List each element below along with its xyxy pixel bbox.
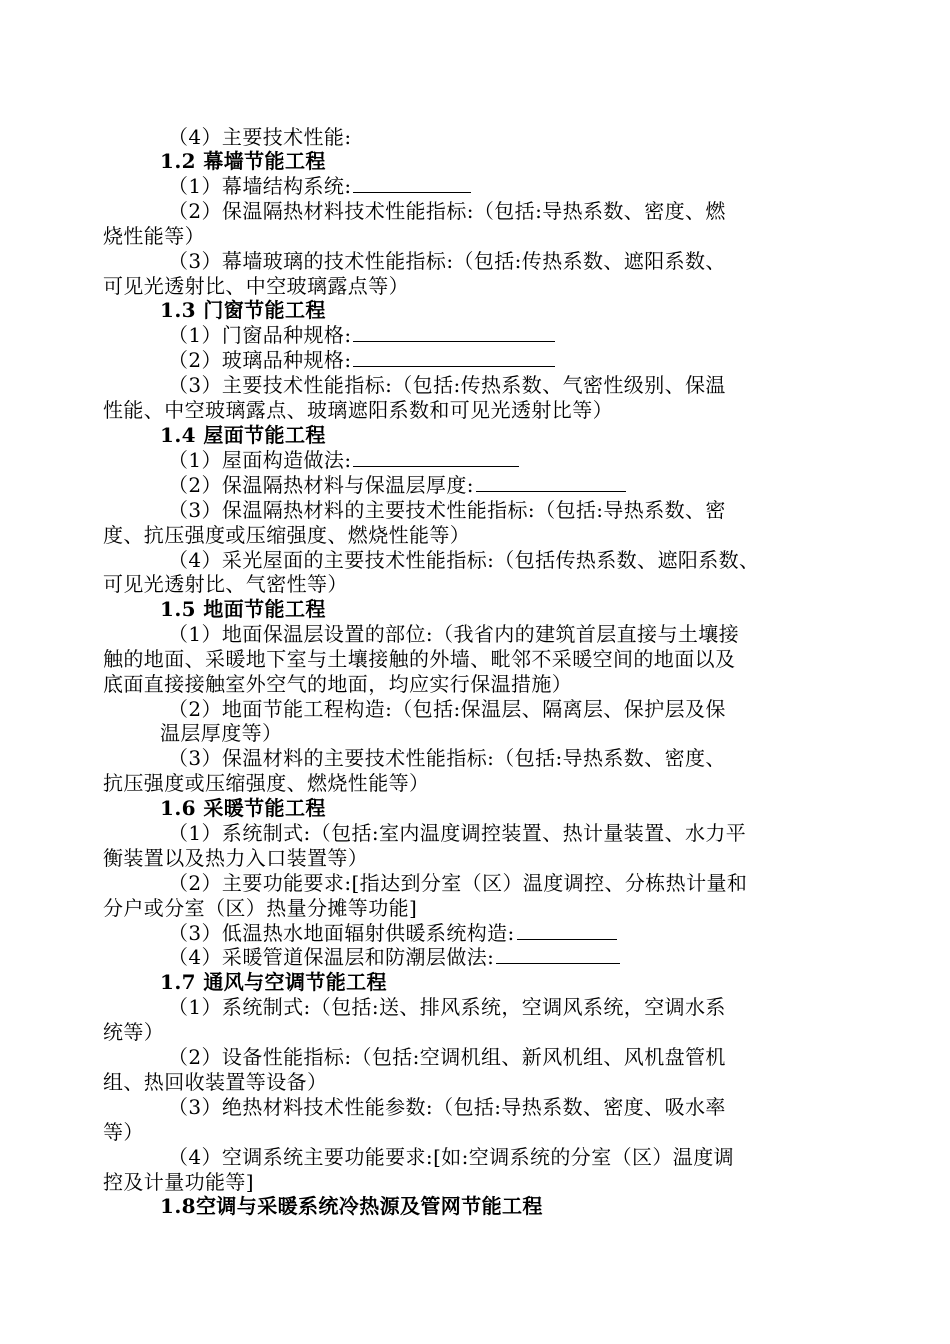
text-line: 分户或分室（区）热量分摊等功能] (103, 896, 418, 920)
text-line: （3）保温材料的主要技术性能指标:（包括:导热系数、密度、 (168, 746, 726, 770)
section-heading: 1.7 通风与空调节能工程 (160, 970, 387, 994)
text-line: （1）系统制式:（包括:送、排风系统，空调风系统，空调水系 (168, 995, 726, 1019)
text-line: 触的地面、采暖地下室与土壤接触的外墙、毗邻不采暖空间的地面以及 (103, 647, 736, 671)
text-line: （2）保温隔热材料与保温层厚度: (168, 473, 928, 498)
section-heading: 1.4 屋面节能工程 (160, 423, 326, 447)
text-line: 可见光透射比、中空玻璃露点等） (103, 274, 409, 298)
text-line: 可见光透射比、气密性等） (103, 572, 348, 596)
text-line: （3）低温热水地面辐射供暖系统构造: (168, 921, 928, 946)
section-heading: 1.3 门窗节能工程 (160, 298, 326, 322)
text-line: （4）主要技术性能: (168, 125, 352, 149)
fill-in-blank (353, 174, 471, 193)
text-line: （3）主要技术性能指标:（包括:传热系数、气密性级别、保温 (168, 373, 726, 397)
section-heading: 1.5 地面节能工程 (160, 597, 326, 621)
text-line: 控及计量功能等] (103, 1170, 255, 1194)
fill-in-blank (476, 473, 626, 492)
text-line: （2）保温隔热材料技术性能指标:（包括:导热系数、密度、燃 (168, 199, 726, 223)
text-line: 统等） (103, 1020, 165, 1044)
text-line: （2）地面节能工程构造:（包括:保温层、隔离层、保护层及保 (168, 697, 726, 721)
text-line: （1）门窗品种规格: (168, 323, 928, 348)
text-line: （1）屋面构造做法: (168, 448, 928, 473)
section-heading: 1.6 采暖节能工程 (160, 796, 326, 820)
text-line: （1）地面保温层设置的部位:（我省内的建筑首层直接与土壤接 (168, 622, 740, 646)
text-line: 衡装置以及热力入口装置等） (103, 846, 369, 870)
text-line: 抗压强度或压缩强度、燃烧性能等） (103, 771, 430, 795)
text-line: 温层厚度等） (160, 721, 283, 745)
text-line: 底面直接接触室外空气的地面，均应实行保温措施） (103, 672, 573, 696)
text-line: 等） (103, 1120, 144, 1144)
text-line: （2）玻璃品种规格: (168, 348, 928, 373)
text-line: （3）保温隔热材料的主要技术性能指标:（包括:导热系数、密 (168, 498, 726, 522)
fill-in-blank (353, 448, 519, 467)
text-line: （1）系统制式:（包括:室内温度调控装置、热计量装置、水力平 (168, 821, 747, 845)
text-line: （3）幕墙玻璃的技术性能指标:（包括:传热系数、遮阳系数、 (168, 249, 726, 273)
text-line: 度、抗压强度或压缩强度、燃烧性能等） (103, 523, 471, 547)
text-line: （4）采暖管道保温层和防潮层做法: (168, 945, 928, 970)
text-line: （4）空调系统主要功能要求:[如:空调系统的分室（区）温度调 (168, 1145, 735, 1169)
section-heading: 1.2 幕墙节能工程 (160, 149, 326, 173)
fill-in-blank (496, 945, 620, 964)
text-line: （3）绝热材料技术性能参数:（包括:导热系数、密度、吸水率 (168, 1095, 726, 1119)
text-line: 性能、中空玻璃露点、玻璃遮阳系数和可见光透射比等） (103, 398, 613, 422)
text-line: 烧性能等） (103, 224, 205, 248)
fill-in-blank (517, 921, 617, 940)
text-line: （4）采光屋面的主要技术性能指标:（包括传热系数、遮阳系数、 (168, 548, 760, 572)
text-line: （2）主要功能要求:[指达到分室（区）温度调控、分栋热计量和 (168, 871, 748, 895)
text-line: （1）幕墙结构系统: (168, 174, 928, 199)
fill-in-blank (353, 323, 555, 342)
text-line: （2）设备性能指标:（包括:空调机组、新风机组、风机盘管机 (168, 1045, 726, 1069)
fill-in-blank (353, 348, 555, 367)
text-line: 组、热回收装置等设备） (103, 1070, 328, 1094)
section-heading: 1.8空调与采暖系统冷热源及管网节能工程 (160, 1194, 543, 1218)
